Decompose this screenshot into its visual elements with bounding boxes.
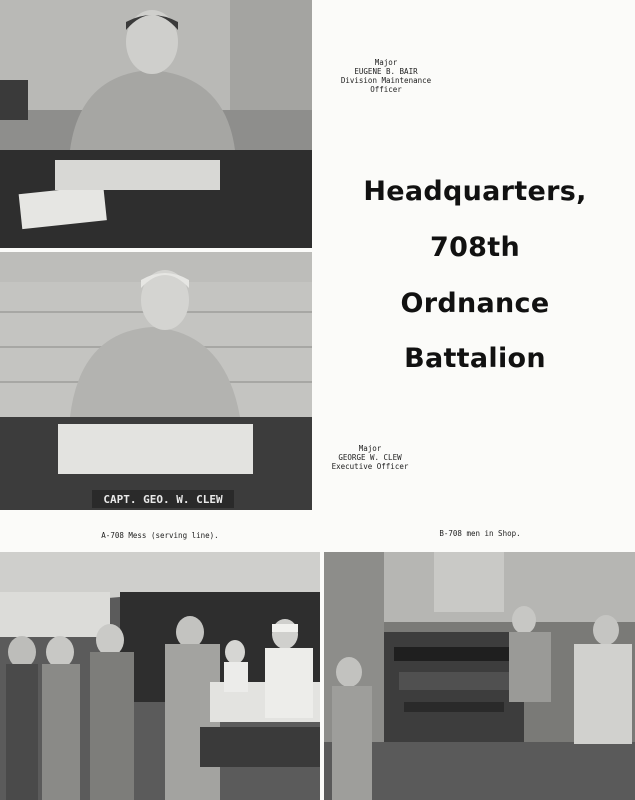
nameplate-text: CAPT. GEO. W. CLEW <box>103 493 223 506</box>
photo-major-clew <box>0 252 312 510</box>
officer-name: EUGENE B. BAIR <box>354 67 418 76</box>
officer-rank: Major <box>358 444 382 453</box>
photo-men-in-shop <box>324 552 635 800</box>
page-title-line-2: 708th <box>430 232 520 263</box>
officer-rank: Major <box>374 58 398 67</box>
photo-label-mess: A-708 Mess (serving line). <box>101 531 219 540</box>
photo-mess-serving-line <box>0 552 320 800</box>
caption-major-clew <box>320 444 420 471</box>
officer-role: Division Maintenance Officer <box>340 76 432 94</box>
photo-label-shop: B-708 men in Shop. <box>439 529 521 538</box>
page-title-line-3: Ordnance <box>400 288 550 319</box>
caption-major-bair <box>326 58 446 94</box>
officer-role: Executive Officer <box>331 462 409 471</box>
page-title-line-4: Battalion <box>404 343 546 374</box>
page-title-line-1: Headquarters, <box>363 176 587 207</box>
officer-name: GEORGE W. CLEW <box>338 453 402 462</box>
photo-major-bair <box>0 0 312 248</box>
